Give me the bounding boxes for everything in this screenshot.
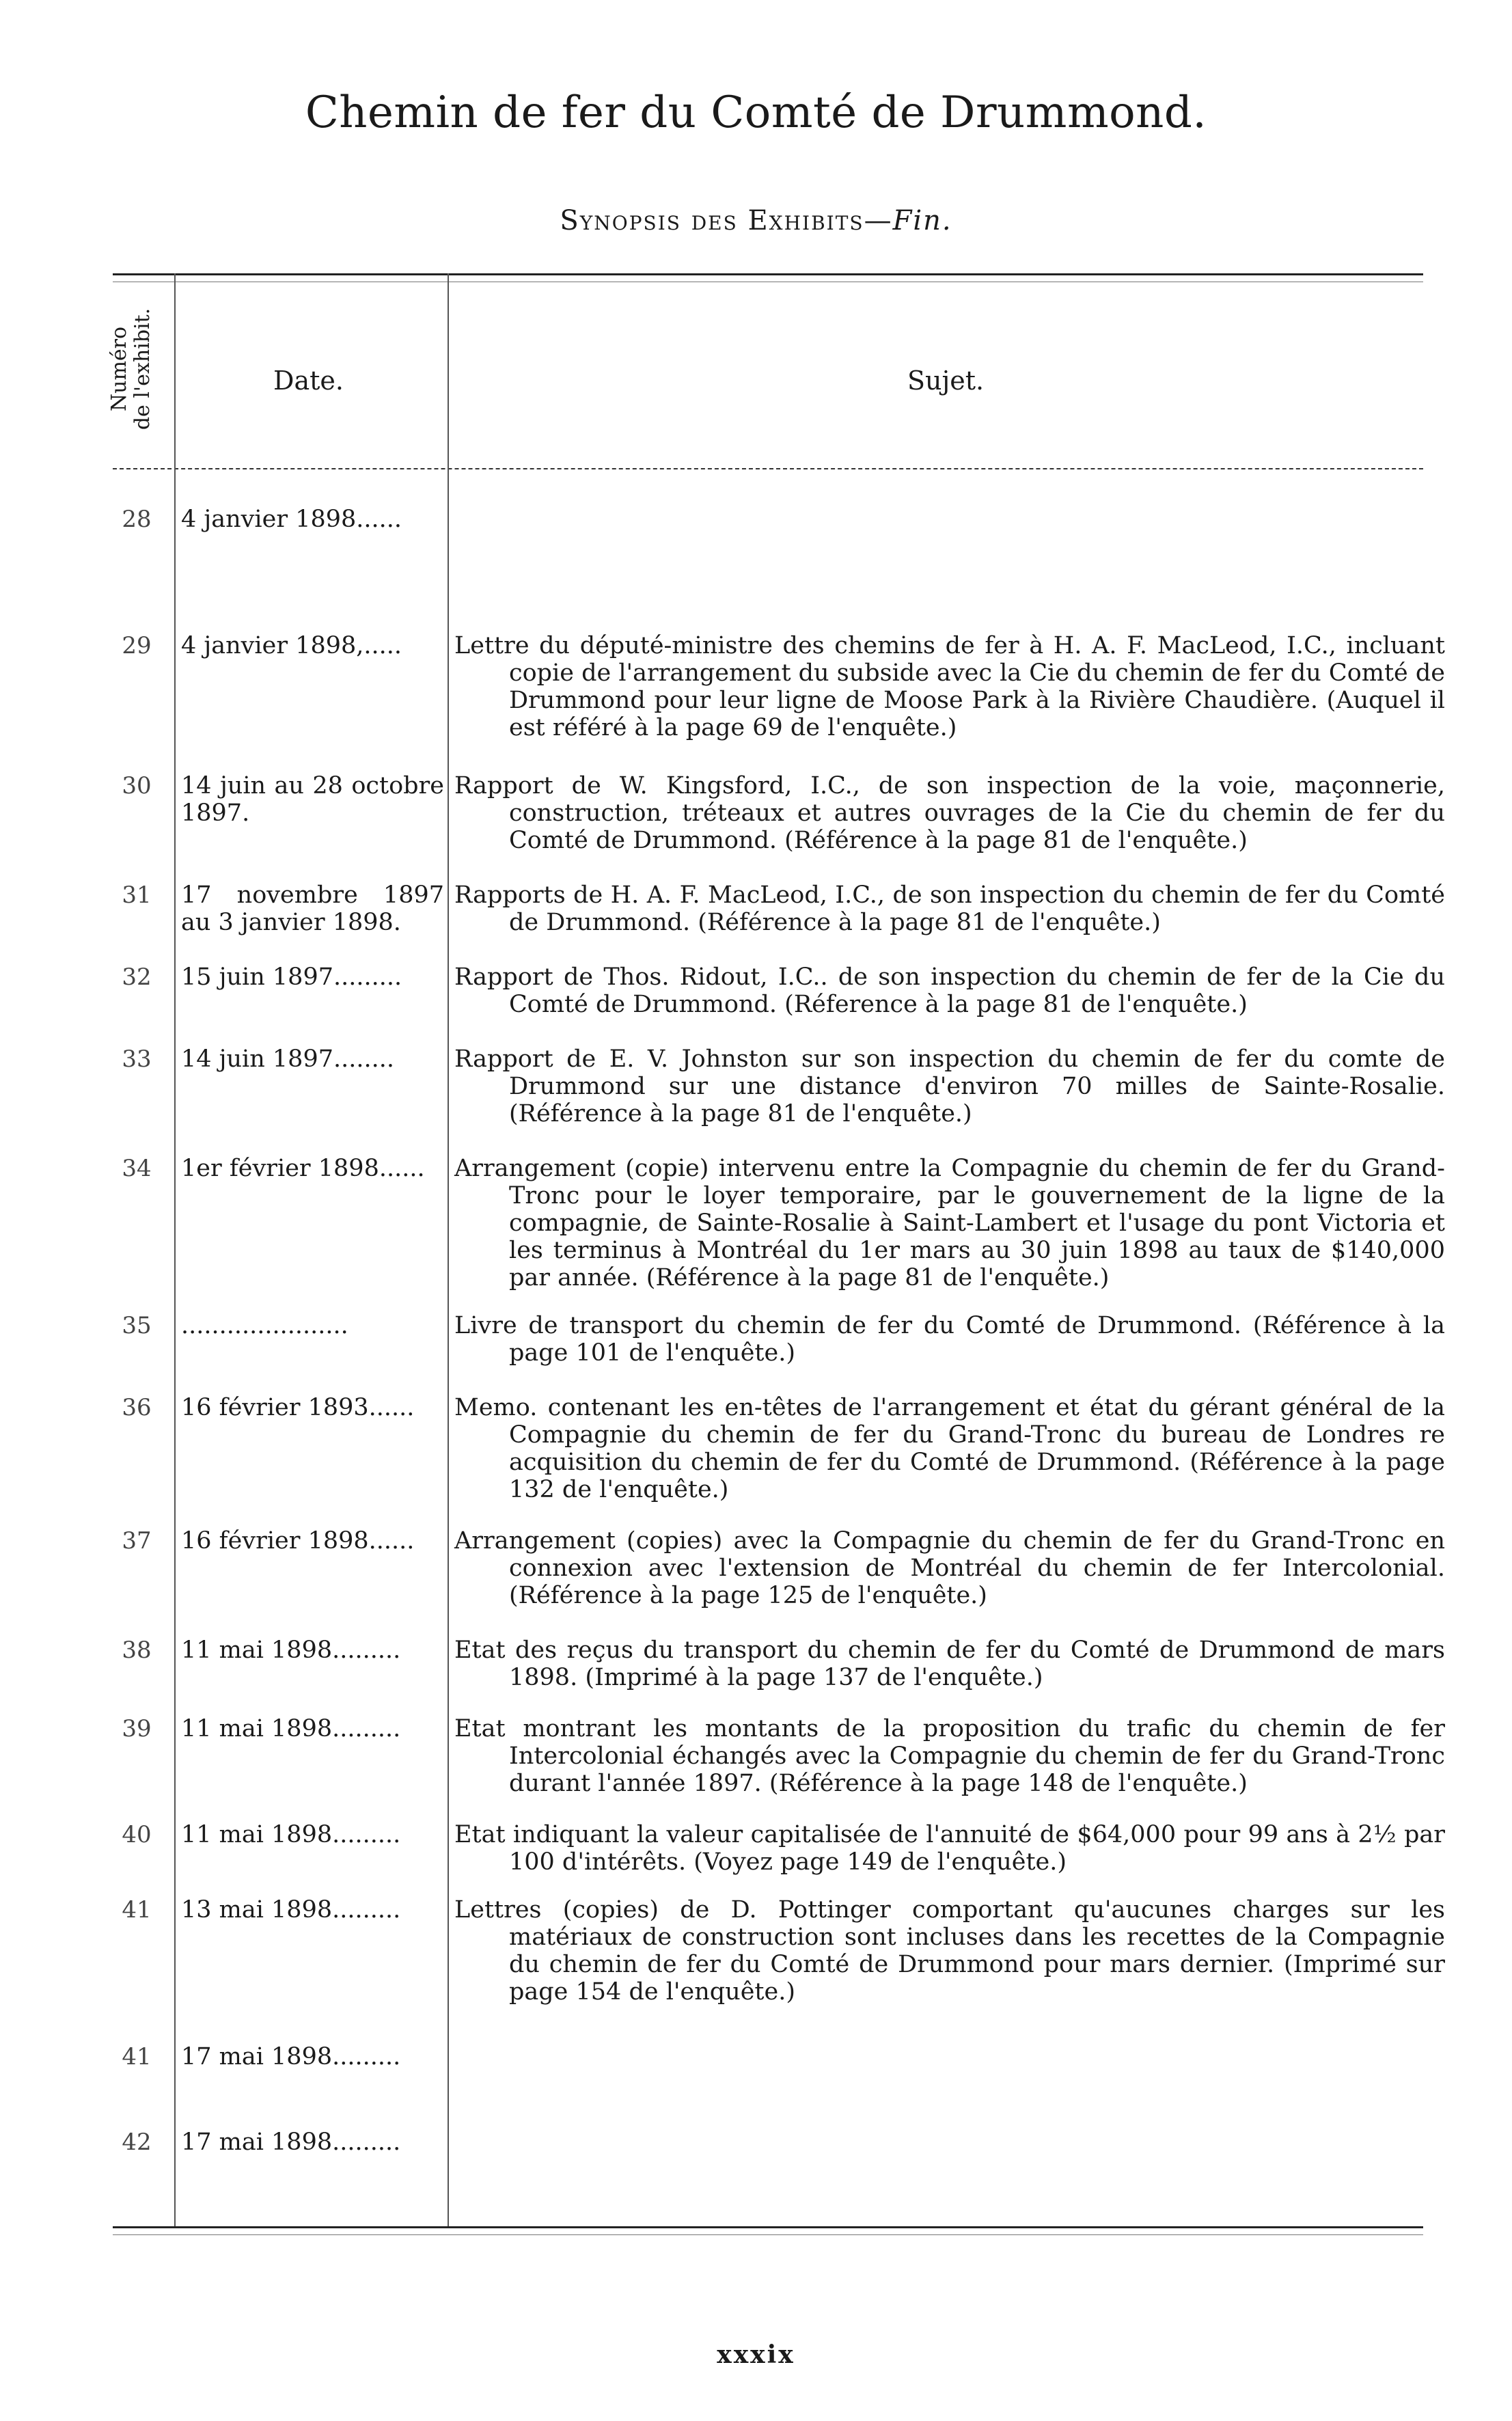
row-date: 15 juin 1897......... (181, 963, 402, 991)
row-subject: Etat des reçus du transport du chemin de fer du Comté de Drummond de mars 1898. (Imprimé à la page 137 de l'enquête.) (454, 1637, 1445, 1691)
page-title: Chemin de fer du Comté de Drummond. (305, 87, 1207, 138)
row-date: 4 janvier 1898,..... (181, 632, 402, 659)
row-number: 32 (122, 963, 152, 991)
row-number: 35 (122, 1312, 152, 1339)
table-bottom-rule-light (113, 2234, 1423, 2235)
row-subject: Rapport de E. V. Johnston sur son inspection du chemin de fer du comte de Drummond sur une distance d'environ 70 milles de Sainte-Rosalie. (Référence à la page 81 de l'enquête.) (454, 1045, 1445, 1127)
row-date: ...................... (181, 1312, 348, 1339)
row-number: 30 (122, 772, 152, 799)
column-header-number: Numéro de l'exhibit. (107, 307, 155, 430)
row-number: 40 (122, 1821, 152, 1848)
row-date: 14 juin au 28 octobre 1897. (181, 772, 452, 827)
row-date: 16 février 1893...... (181, 1394, 415, 1421)
row-number: 38 (122, 1637, 152, 1664)
row-date: 11 mai 1898......... (181, 1715, 401, 1742)
column-divider-number (174, 273, 176, 2226)
row-date: 16 février 1898...... (181, 1527, 415, 1555)
row-date: 4 janvier 1898...... (181, 506, 402, 533)
column-header-date: Date. (273, 366, 344, 396)
row-date: 14 juin 1897........ (181, 1045, 394, 1073)
row-number: 31 (122, 881, 152, 909)
row-subject: Etat indiquant la valeur capitalisée de l'annuité de $64,000 pour 99 ans à 2½ par 100 d'intérêts. (Voyez page 149 de l'enquête.) (454, 1821, 1445, 1876)
row-number: 34 (122, 1155, 152, 1182)
row-date: 17 mai 1898......... (181, 2043, 401, 2070)
row-subject: Livre de transport du chemin de fer du Comté de Drummond. (Référence à la page 101 de l'enquête.) (454, 1312, 1445, 1367)
row-subject: Rapport de W. Kingsford, I.C., de son inspection de la voie, maçonnerie, construction, tréteaux et autres ouvrages de la Cie du chemin de fer du Comté de Drummond. (Référence à la page 81 de l'enquête.) (454, 772, 1445, 854)
header-bottom-rule (113, 468, 1423, 469)
row-number: 28 (122, 506, 152, 533)
row-number: 41 (122, 1896, 152, 1924)
subtitle-main: Synopsis des Exhibits (560, 205, 864, 236)
row-subject: Rapports de H. A. F. MacLeod, I.C., de son inspection du chemin de fer du Comté de Drummond. (Référence à la page 81 de l'enquête.) (454, 881, 1445, 936)
row-subject: Arrangement (copie) intervenu entre la Compagnie du chemin de fer du Grand-Tronc pour le loyer temporaire, par le gouvernement de la ligne de la compagnie, de Sainte-Rosalie à Saint-Lambert et l'usage du pont Victoria et les terminus à Montréal du 1er mars au 30 juin 1898 au taux de $140,000 par année. (Référence à la page 81 de l'enquête.) (454, 1155, 1445, 1291)
row-number: 29 (122, 632, 152, 659)
row-subject: Memo. contenant les en-têtes de l'arrangement et état du gérant général de la Compagnie du chemin de fer du Grand-Tronc du bureau de Londres re acquisition du chemin de fer du Comté de Drummond. (Référence à la page 132 de l'enquête.) (454, 1394, 1445, 1503)
column-divider-date (448, 273, 449, 2226)
column-header-subject: Sujet. (907, 366, 985, 396)
row-subject: Lettre du député-ministre des chemins de fer à H. A. F. MacLeod, I.C., incluant copie de l'arrangement du subside avec la Cie du chemin de fer du Comté de Drummond pour leur ligne de Moose Park à la Rivière Chaudière. (Auquel il est référé à la page 69 de l'enquête.) (454, 632, 1445, 741)
table-top-rule (113, 273, 1423, 275)
row-subject: Etat montrant les montants de la proposition du trafic du chemin de fer Intercolonial échangés avec la Compagnie du chemin de fer du Grand-Tronc durant l'année 1897. (Référence à la page 148 de l'enquête.) (454, 1715, 1445, 1797)
row-subject: Arrangement (copies) avec la Compagnie du chemin de fer du Grand-Tronc en connexion avec l'extension de Montréal du chemin de fer Intercolonial. (Référence à la page 125 de l'enquête.) (454, 1527, 1445, 1609)
subtitle-dash: — (864, 205, 893, 236)
row-number: 41 (122, 2043, 152, 2070)
subtitle-fin: Fin. (892, 205, 952, 236)
row-subject: Rapport de Thos. Ridout, I.C.. de son inspection du chemin de fer de la Cie du Comté de Drummond. (Réference à la page 81 de l'enquête.) (454, 963, 1445, 1018)
row-date: 11 mai 1898......... (181, 1637, 401, 1664)
page-subtitle (0, 205, 1512, 236)
row-date: 17 mai 1898......... (181, 2129, 401, 2156)
row-date: 11 mai 1898......... (181, 1821, 401, 1848)
table-bottom-rule (113, 2226, 1423, 2228)
row-date: 13 mai 1898......... (181, 1896, 401, 1924)
row-number: 37 (122, 1527, 152, 1555)
row-number: 36 (122, 1394, 152, 1421)
row-subject: Lettres (copies) de D. Pottinger comportant qu'aucunes charges sur les matériaux de construction sont incluses dans les recettes de la Compagnie du chemin de fer du Comté de Drummond pour mars dernier. (Imprimé sur page 154 de l'enquête.) (454, 1896, 1445, 2006)
row-number: 42 (122, 2129, 152, 2156)
row-date: 1er février 1898...... (181, 1155, 425, 1182)
page-number: xxxix (717, 2340, 795, 2369)
row-number: 33 (122, 1045, 152, 1073)
row-number: 39 (122, 1715, 152, 1742)
row-date: 17 novembre 1897 au 3 janvier 1898. (181, 881, 452, 936)
